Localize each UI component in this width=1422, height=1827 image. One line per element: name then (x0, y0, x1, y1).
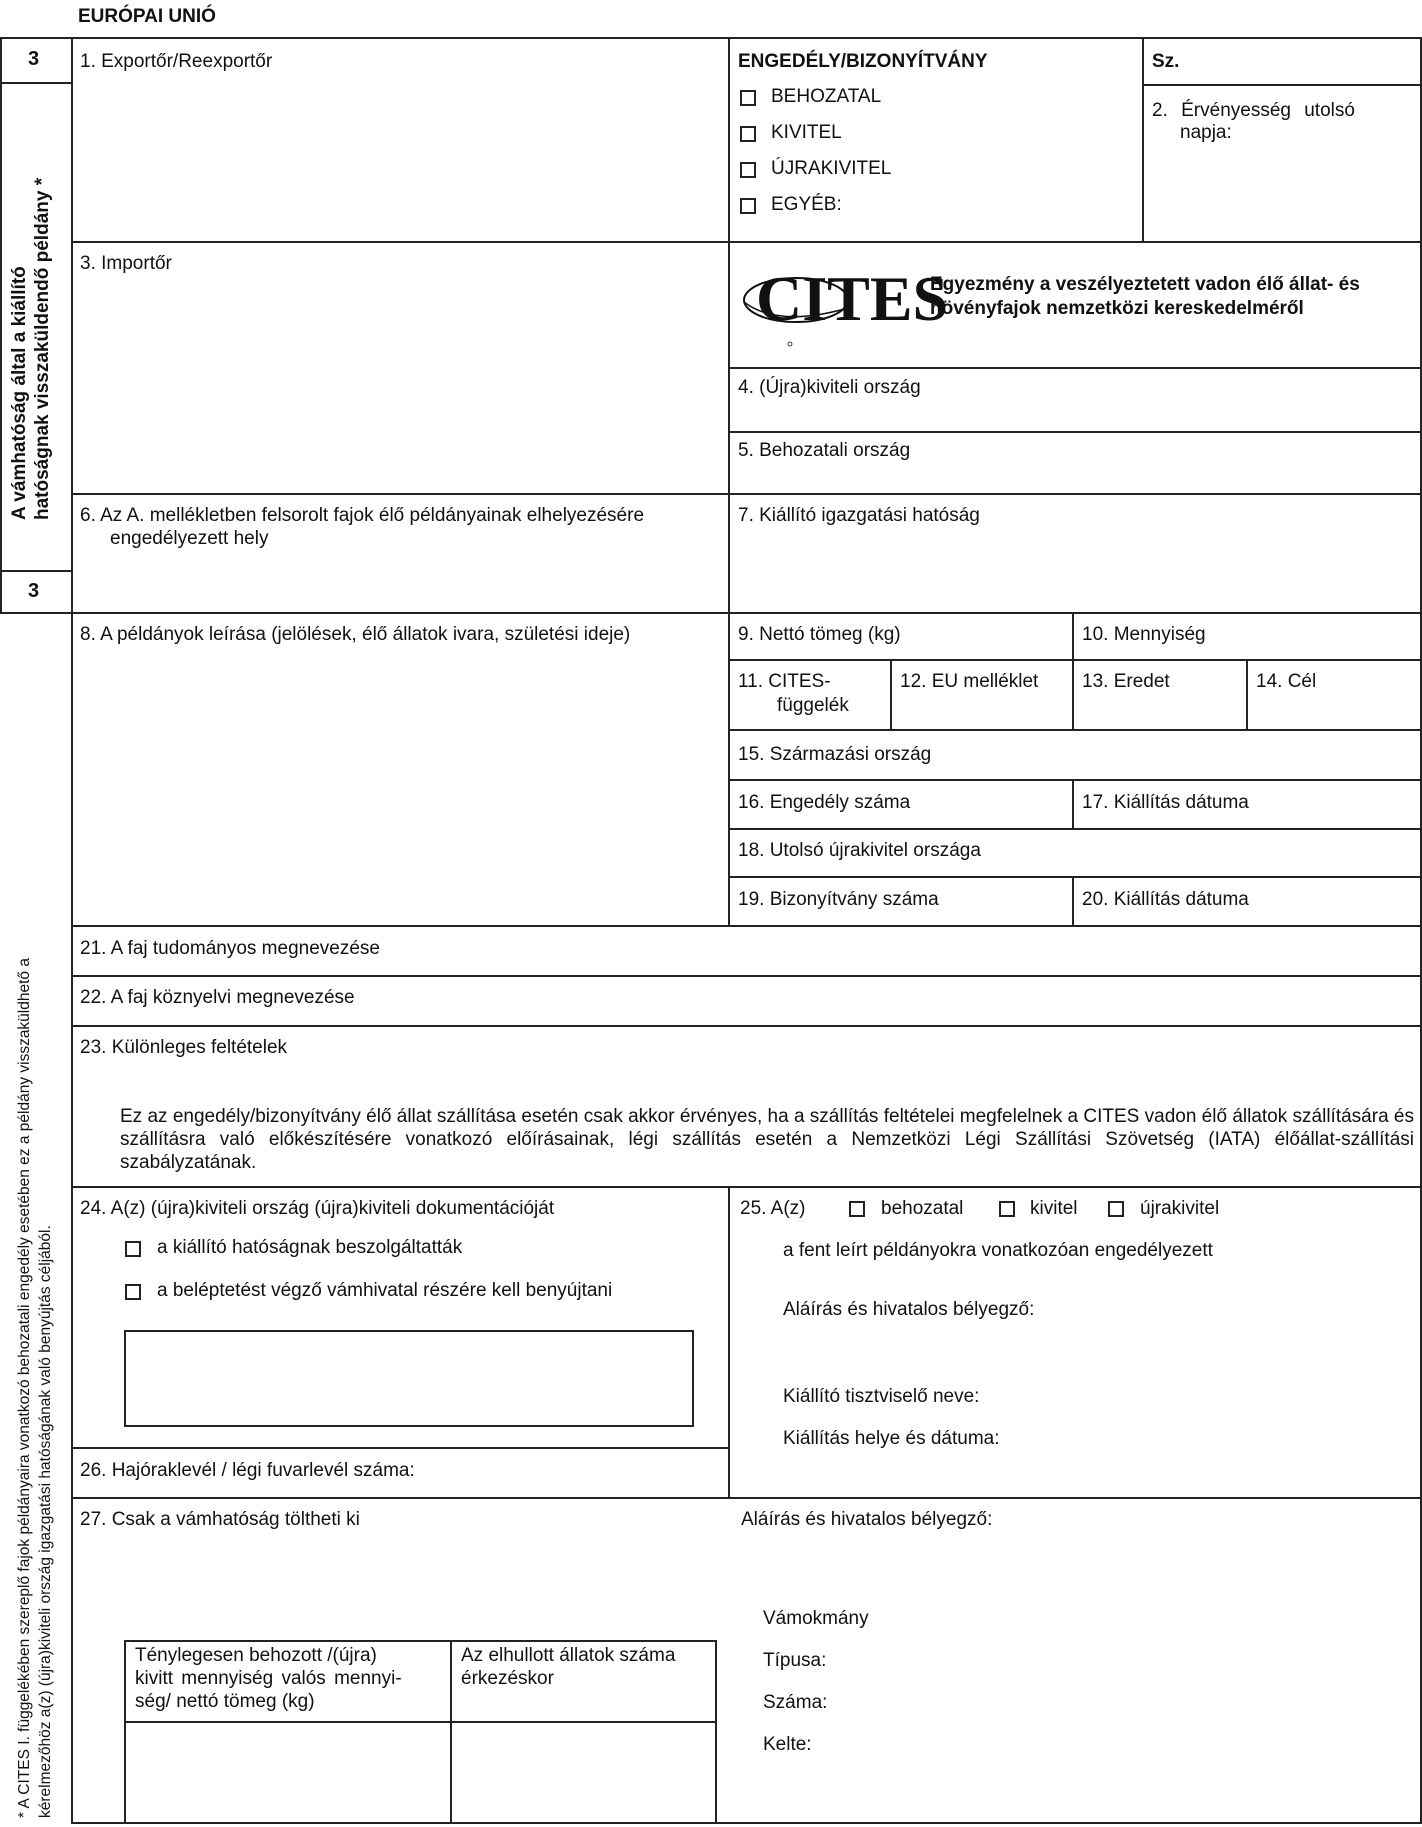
import-checkbox[interactable] (740, 90, 756, 106)
field-25-place-date-label: Kiállítás helye és dátuma: (783, 1428, 1000, 1449)
import-option-checkbox[interactable] (849, 1201, 865, 1217)
frame-line (1072, 779, 1074, 829)
page-title: EURÓPAI UNIÓ (78, 6, 216, 27)
field-7-label: 7. Kiállító igazgatási hatóság (738, 505, 980, 526)
frame-line (0, 612, 1422, 614)
frame-line (728, 828, 1422, 830)
frame-line (71, 1497, 1422, 1499)
customs-type-label: Típusa: (763, 1650, 827, 1671)
frame-line (1072, 612, 1074, 730)
frame-line (71, 241, 1422, 243)
copy-number-top: 3 (28, 48, 40, 70)
cites-logo (738, 258, 949, 350)
frame-line (728, 431, 1422, 433)
copy-number-bottom: 3 (28, 580, 40, 602)
frame-line (728, 729, 1422, 731)
frame-line (0, 570, 72, 572)
field-25-official-label: Kiállító tisztviselő neve: (783, 1386, 980, 1407)
field-23-text: Ez az engedély/bizonyítvány élő állat szállítása esetén csak akkor érvényes, ha a szállítás feltételei megfelelnek a CITES vadon élő állatok szállítására és szállításra való előkészítésére vonatkozó előírásainak, légi szállítás esetén a Nemzetközi Légi Szállítási Szövetség (IATA) élőállat-szállítási szabályzatának. (120, 1106, 1414, 1173)
cites-title-line1: Egyezmény a veszélyeztetett vadon élő állat- és (930, 274, 1360, 295)
frame-line (728, 659, 1422, 661)
field-27-label: 27. Csak a vámhatóság töltheti ki (80, 1509, 360, 1530)
frame-line (71, 37, 73, 1823)
field-25-option-reexport: újrakivitel (1140, 1198, 1220, 1219)
field-17-label: 17. Kiállítás dátuma (1082, 792, 1249, 813)
frame-line (728, 1186, 730, 1498)
field-24-entry-box[interactable] (124, 1330, 694, 1427)
field-23-label: 23. Különleges feltételek (80, 1037, 288, 1058)
field-25-option-import: behozatal (881, 1198, 964, 1219)
field-2-label-cont: napja: (1180, 122, 1232, 143)
permit-type-export: KIVITEL (771, 122, 842, 143)
permit-type-reexport: ÚJRAKIVITEL (771, 158, 892, 179)
field-25-authorization-text: a fent leírt példányokra vonatkozóan engedélyezett (783, 1240, 1213, 1261)
svg-text:CITES: CITES (756, 263, 949, 334)
table-col1-header-cont2: ség/ nettó tömeg (kg) (135, 1691, 315, 1712)
cites-title-line2: növényfajok nemzetközi kereskedelméről (930, 298, 1304, 319)
customs-date-label: Kelte: (763, 1734, 812, 1755)
frame-line (1246, 659, 1248, 730)
export-checkbox[interactable] (740, 126, 756, 142)
customs-number-label: Száma: (763, 1692, 828, 1713)
customs-document-label: Vámokmány (763, 1608, 869, 1629)
frame-line (1072, 876, 1074, 926)
field-21-label: 21. A faj tudományos megnevezése (80, 938, 380, 959)
field-26-label: 26. Hajóraklevél / légi fuvarlevél száma: (80, 1460, 415, 1481)
field-11-label: 11. CITES- (738, 671, 831, 692)
reexport-option-checkbox[interactable] (1108, 1201, 1124, 1217)
field-11-label-cont: függelék (777, 695, 849, 716)
permit-type-other: EGYÉB: (771, 194, 842, 215)
field-10-label: 10. Mennyiség (1082, 624, 1206, 645)
field-1-label: 1. Exportőr/Reexportőr (80, 51, 273, 72)
footnote-line2: kérelmezőhöz a(z) (újra)kiviteli ország igazgatási hatóságának való benyújtás céljából. (37, 1225, 54, 1818)
field-8-label: 8. A példányok leírása (jelölések, élő állatok ivara, születési ideje) (80, 624, 631, 645)
field-22-label: 22. A faj köznyelvi megnevezése (80, 987, 355, 1008)
frame-line (0, 37, 2, 613)
table-line (715, 1640, 717, 1823)
field-6-label: 6. Az A. mellékletben felsorolt fajok élő példányainak elhelyezésére (80, 505, 645, 526)
permit-type-import: BEHOZATAL (771, 86, 882, 107)
frame-line (0, 37, 1422, 39)
field-14-label: 14. Cél (1256, 671, 1317, 692)
field-25-label: 25. A(z) (740, 1198, 806, 1219)
frame-line (71, 1822, 1422, 1824)
field-24-option-1: a kiállító hatóságnak beszolgáltatták (157, 1237, 463, 1258)
footnote-line1: * A CITES I. függelékében szereplő fajok példányaira vonatkozó behozatali engedély esetében ez a példány visszaküldhető a (16, 958, 33, 1818)
customs-office-checkbox[interactable] (125, 1284, 141, 1300)
field-3-label: 3. Importőr (80, 253, 172, 274)
reexport-checkbox[interactable] (740, 162, 756, 178)
field-4-label: 4. (Újra)kiviteli ország (738, 377, 921, 398)
field-24-label: 24. A(z) (újra)kiviteli ország (újra)kiviteli dokumentációját (80, 1198, 555, 1219)
copy-label-line2: hatóságnak visszaküldendő példány * (32, 177, 53, 520)
actual-quantity-cell[interactable] (126, 1723, 449, 1821)
field-6-label-cont: engedélyezett hely (110, 528, 269, 549)
frame-line (728, 779, 1422, 781)
field-5-label: 5. Behozatali ország (738, 440, 911, 461)
field-19-label: 19. Bizonyítvány száma (738, 889, 939, 910)
frame-line (1142, 84, 1422, 86)
field-15-label: 15. Származási ország (738, 744, 932, 765)
table-col2-header: Az elhullott állatok száma (461, 1645, 676, 1666)
export-option-checkbox[interactable] (999, 1201, 1015, 1217)
field-24-option-2: a beléptetést végző vámhivatal részére kell benyújtani (157, 1280, 613, 1301)
frame-line (1142, 37, 1144, 242)
field-13-label: 13. Eredet (1082, 671, 1170, 692)
table-col2-header-cont: érkezéskor (461, 1668, 554, 1689)
submitted-checkbox[interactable] (125, 1241, 141, 1257)
frame-line (0, 82, 72, 84)
field-9-label: 9. Nettó tömeg (kg) (738, 624, 901, 645)
frame-line (71, 1447, 729, 1449)
field-25-option-export: kivitel (1030, 1198, 1078, 1219)
table-line (124, 1640, 716, 1642)
table-col1-header: Ténylegesen behozott /(újra) (135, 1645, 377, 1666)
frame-line (728, 876, 1422, 878)
frame-line (71, 493, 1422, 495)
frame-line (71, 1186, 1422, 1188)
frame-line (71, 925, 1422, 927)
field-27-signature-label: Aláírás és hivatalos bélyegző: (741, 1509, 993, 1530)
copy-label-line1: A vámhatóság által a kiállító (9, 266, 30, 520)
frame-line (728, 37, 730, 925)
table-col1-header-cont: kivitt mennyiség valós mennyi- (135, 1668, 402, 1689)
frame-line (728, 367, 1422, 369)
field-12-label: 12. EU melléklet (900, 671, 1039, 692)
frame-line (890, 659, 892, 730)
field-16-label: 16. Engedély száma (738, 792, 911, 813)
permit-title: ENGEDÉLY/BIZONYÍTVÁNY (738, 51, 988, 72)
other-checkbox[interactable] (740, 198, 756, 214)
frame-line (71, 975, 1422, 977)
field-25-signature-label: Aláírás és hivatalos bélyegző: (783, 1299, 1035, 1320)
dead-animals-cell[interactable] (452, 1723, 714, 1821)
frame-line (71, 1025, 1422, 1027)
field-20-label: 20. Kiállítás dátuma (1082, 889, 1249, 910)
field-2-label: 2. Érvényesség utolsó (1152, 100, 1355, 121)
field-18-label: 18. Utolsó újrakivitel országa (738, 840, 981, 861)
serial-number-label: Sz. (1152, 51, 1180, 72)
